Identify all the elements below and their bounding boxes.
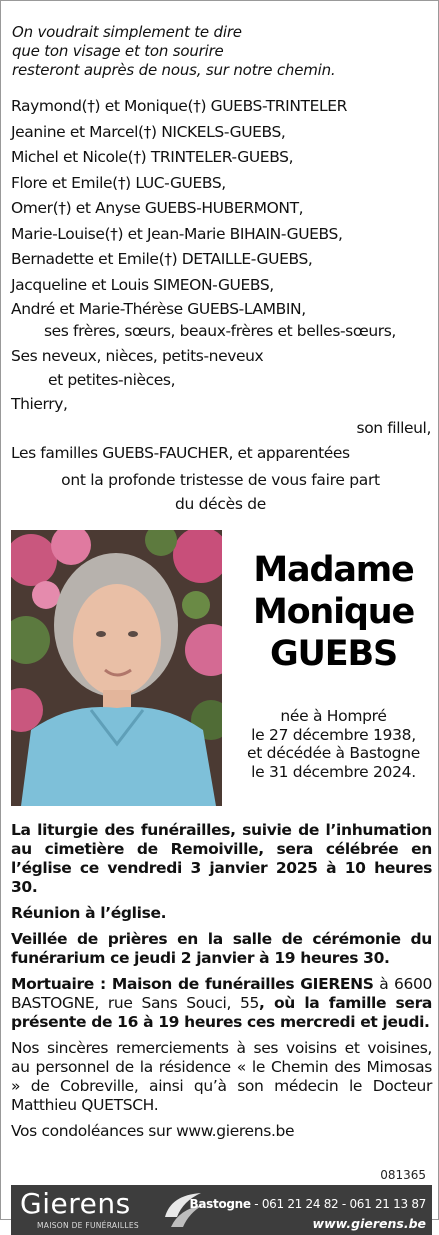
quote-line: On voudrait simplement te dire xyxy=(12,23,242,41)
portrait-photo xyxy=(11,530,222,806)
family-line: André et Marie-Thérèse GUEBS-LAMBIN, xyxy=(11,300,306,318)
mortuary-bold-1: Mortuaire : Maison de funérailles GIERENS xyxy=(11,975,374,993)
family-line: Ses neveux, nièces, petits-neveux xyxy=(11,347,264,365)
birth-death-dates xyxy=(227,707,439,781)
announcement-line: ont la profonde tristesse de vous faire part xyxy=(61,471,380,489)
name-first: Monique xyxy=(252,592,415,632)
funeral-home-footer xyxy=(11,1185,432,1235)
deceased-name xyxy=(227,549,439,675)
family-line: et petites-nièces, xyxy=(48,371,176,389)
family-line: Flore et Emile(†) LUC-GUEBS, xyxy=(11,173,226,192)
portrait-illustration xyxy=(11,530,222,806)
family-line: Les familles GUEBS-FAUCHER, et apparentées xyxy=(11,444,350,462)
footer-city: Bastogne xyxy=(189,1197,251,1211)
mortuary-address: à 6600 BASTOGNE, rue Sans Souci, 55 xyxy=(11,975,432,1012)
reference-number: 081365 xyxy=(380,1168,426,1182)
family-list xyxy=(11,94,431,467)
mortuary-bold-2: , où la famille sera présente de 16 à 19 heures ces mercredi et jeudi. xyxy=(11,994,432,1031)
meeting-info: Réunion à l’église. xyxy=(11,904,167,922)
contact-phones xyxy=(190,1197,426,1211)
condolences-text: Vos condoléances sur www.gierens.be xyxy=(11,1122,295,1140)
thanks-text: Nos sincères remerciements à ses voisins et voisines, au personnel de la résidence « le Chemin des Mimosas » de Cobreville, ainsi qu’à son médecin le Docteur Matthieu QUETSCH. xyxy=(11,1039,432,1114)
family-line: Omer(†) et Anyse GUEBS-HUBERMONT, xyxy=(11,199,304,217)
name-title: Madame xyxy=(253,550,414,590)
family-line: Michel et Nicole(†) TRINTELER-GUEBS, xyxy=(11,148,294,166)
family-line: Jacqueline et Louis SIMEON-GUEBS, xyxy=(11,275,274,294)
logo-subtitle: MAISON DE FUNÉRAILLES xyxy=(37,1221,139,1230)
quote-line: que ton visage et ton sourire xyxy=(12,42,224,60)
family-line: son filleul, xyxy=(356,419,431,437)
quote-line: resteront auprès de nous, sur notre chemin. xyxy=(12,61,336,79)
funeral-details xyxy=(11,821,432,1148)
family-line: Marie-Louise(†) et Jean-Marie BIHAIN-GUEBS, xyxy=(11,224,343,243)
announcement xyxy=(1,468,439,516)
gierens-logo: Gierens xyxy=(20,1187,131,1220)
date-line: le 31 décembre 2024. xyxy=(251,762,416,781)
opening-quote xyxy=(12,23,432,80)
family-line: Jeanine et Marcel(†) NICKELS-GUEBS, xyxy=(11,122,286,141)
date-line: et décédée à Bastogne xyxy=(247,744,420,762)
date-line: le 27 décembre 1938, xyxy=(251,725,416,744)
family-line: Raymond(†) et Monique(†) GUEBS-TRINTELER xyxy=(11,97,347,115)
funeral-info: La liturgie des funérailles, suivie de l’inhumation au cimetière de Remoiville, sera célébrée en l’église ce vendredi 3 janvier 2025 à 10 heures 30. xyxy=(11,821,432,896)
date-line: née à Hompré xyxy=(280,707,387,725)
announcement-line: du décès de xyxy=(174,495,267,513)
family-line: Thierry, xyxy=(11,395,68,413)
family-line: ses frères, sœurs, beaux-frères et belles-sœurs, xyxy=(44,322,396,340)
footer-phones: - 061 21 24 82 - 061 21 13 87 xyxy=(250,1197,426,1211)
vigil-info: Veillée de prières en la salle de cérémonie du funérarium ce jeudi 2 janvier à 19 heures 30. xyxy=(11,930,432,967)
footer-website: www.gierens.be xyxy=(312,1216,426,1231)
name-last: GUEBS xyxy=(270,634,397,674)
mortuary-info xyxy=(11,975,432,1032)
family-line: Bernadette et Emile(†) DETAILLE-GUEBS, xyxy=(11,250,313,268)
